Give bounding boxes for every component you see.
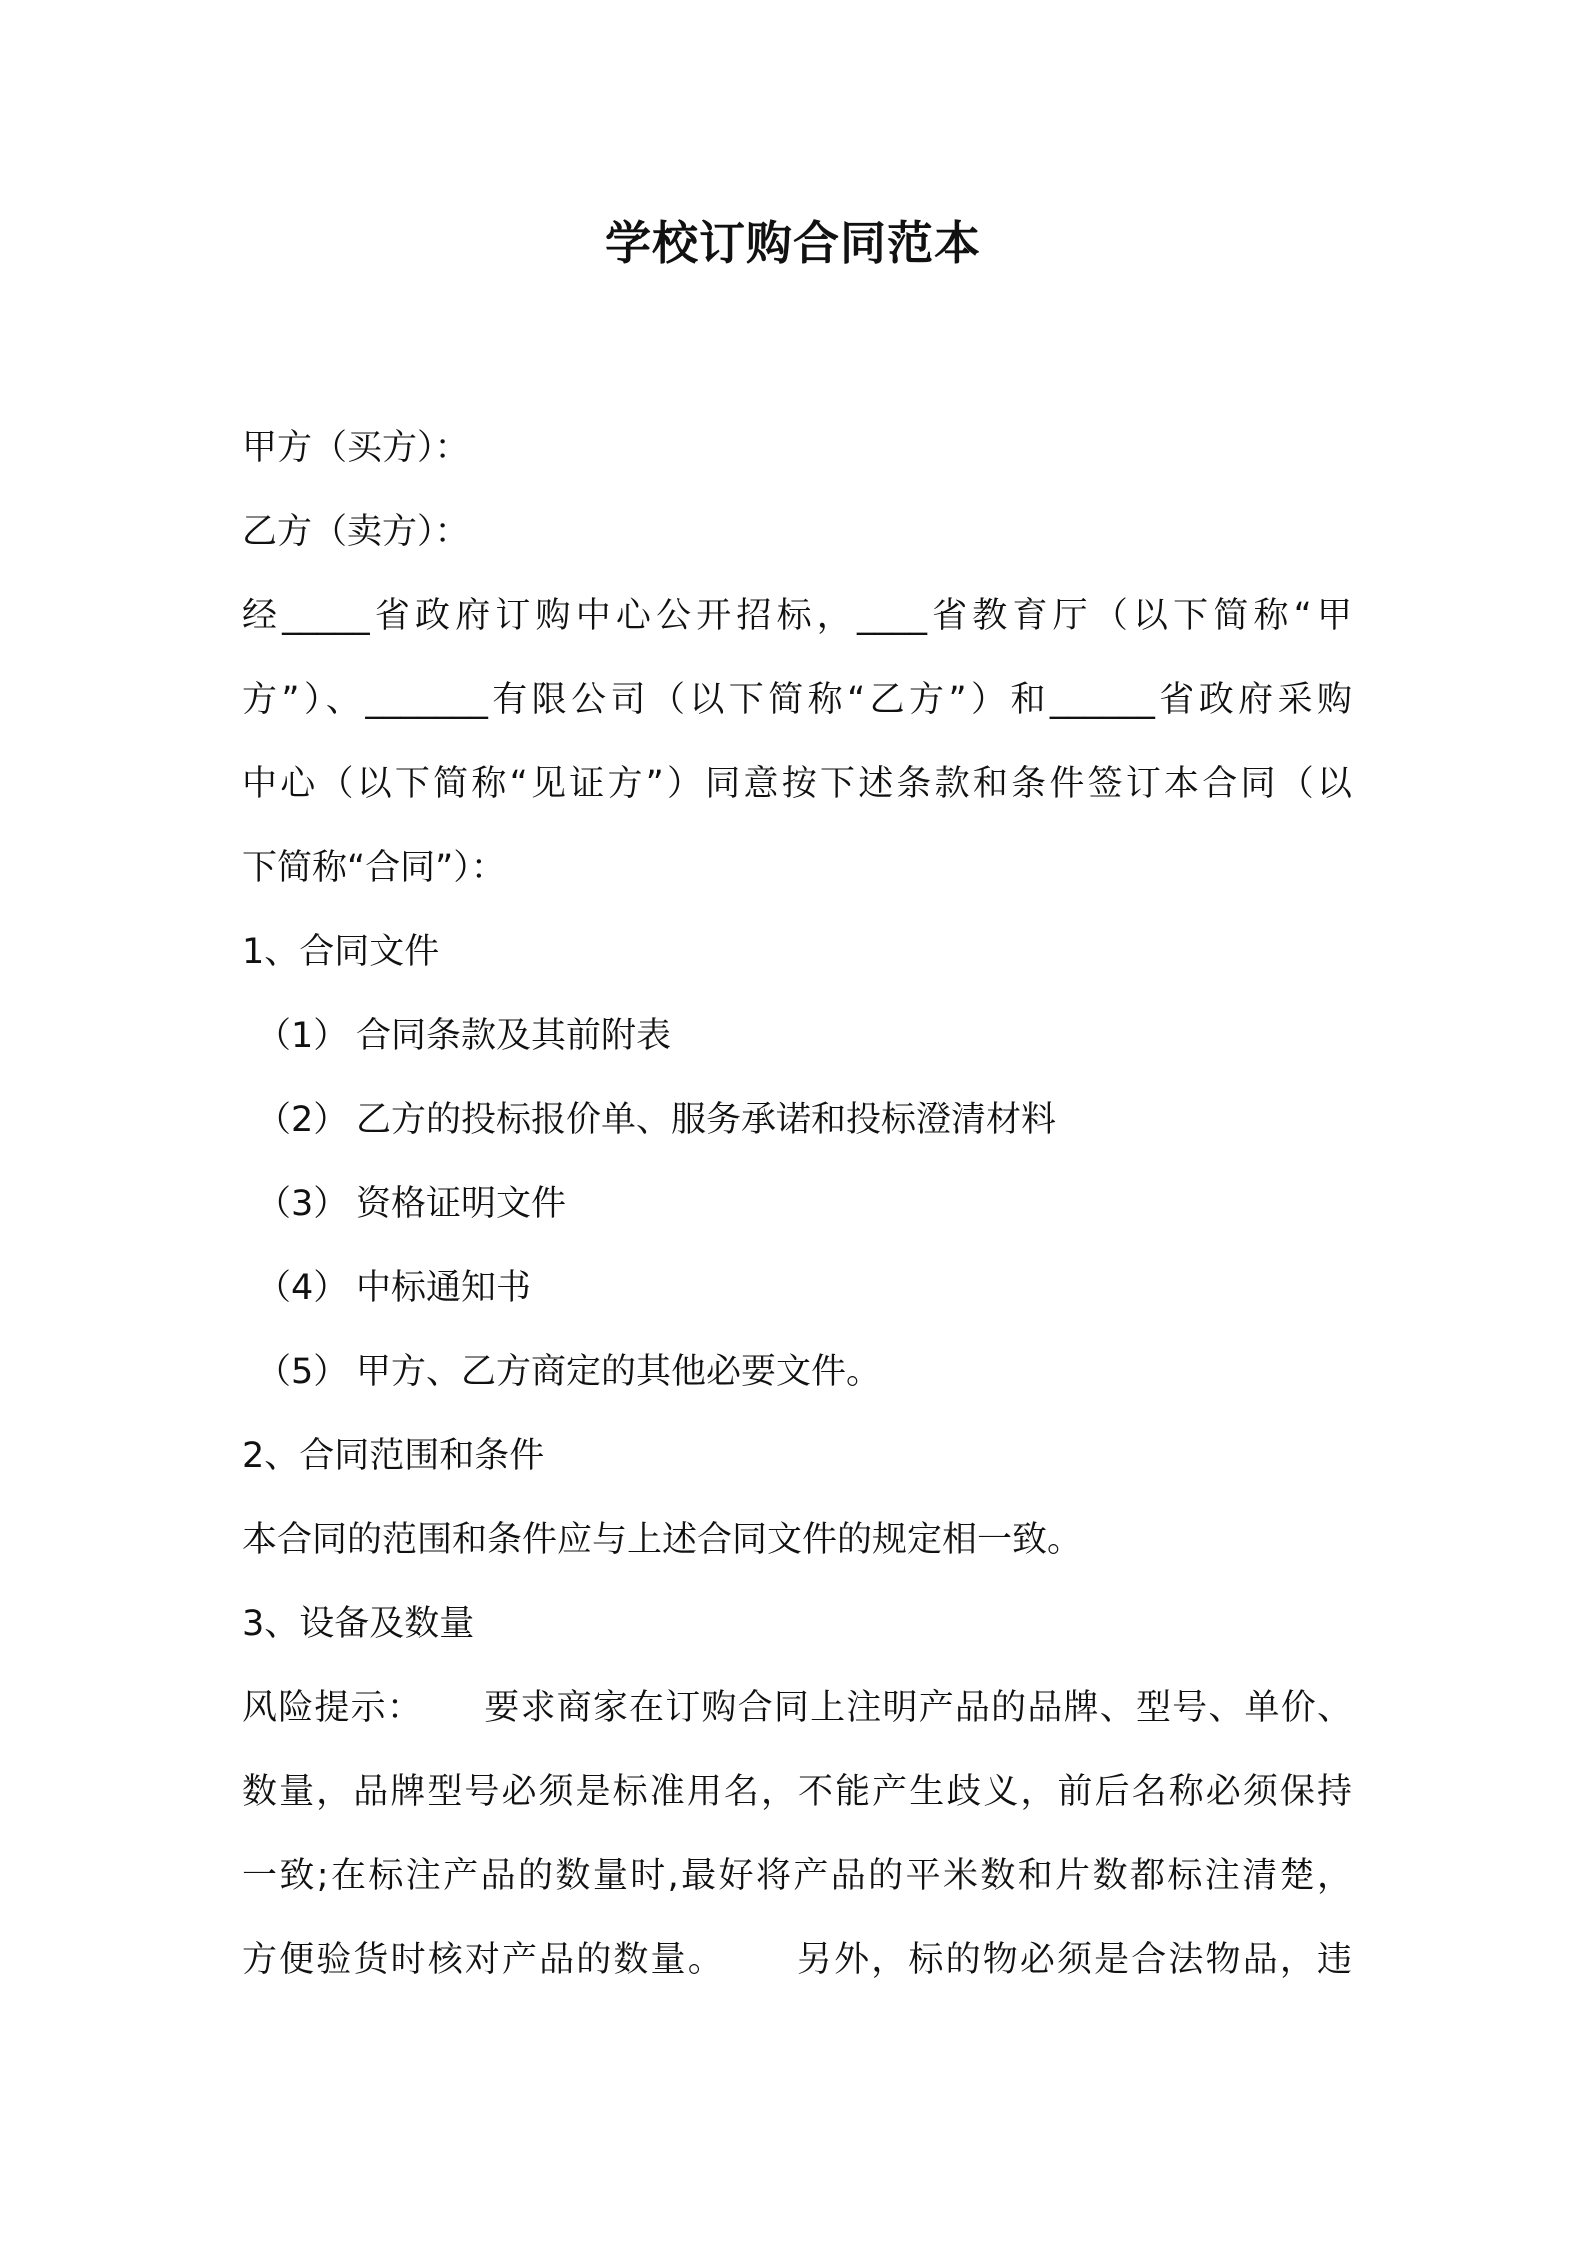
list-item-text: 甲方、乙方商定的其他必要文件。 bbox=[356, 1352, 882, 1392]
risk-line-3: 一致;在标注产品的数量时,最好将产品的平米数和片数都标注清楚， bbox=[242, 1856, 1352, 1896]
section-1-heading: 1、合同文件 bbox=[242, 932, 440, 972]
list-item bbox=[242, 1330, 1352, 1414]
list-item bbox=[242, 1246, 1352, 1330]
list-item-text: 乙方的投标报价单、服务承诺和投标澄清材料 bbox=[356, 1100, 1057, 1140]
list-item bbox=[242, 1078, 1352, 1162]
list-item-number: （1） bbox=[256, 1016, 349, 1056]
intro-line-4: 下简称“合同”）： bbox=[242, 848, 506, 888]
section-2-text: 本合同的范围和条件应与上述合同文件的规定相一致。 bbox=[242, 1520, 1083, 1560]
risk-line-2: 数量，品牌型号必须是标准用名，不能产生歧义，前后名称必须保持 bbox=[242, 1772, 1352, 1812]
list-item-number: （3） bbox=[256, 1184, 349, 1224]
party-b-line: 乙方（卖方）： bbox=[242, 512, 470, 552]
risk-text-4a: 方便验货时核对产品的数量。 bbox=[242, 1940, 725, 1980]
list-item bbox=[242, 994, 1352, 1078]
section-2-heading: 2、合同范围和条件 bbox=[242, 1436, 545, 1476]
list-item bbox=[242, 1162, 1352, 1246]
list-item-number: （4） bbox=[256, 1268, 349, 1308]
risk-line-1 bbox=[242, 1666, 1352, 1750]
list-item-text: 合同条款及其前附表 bbox=[356, 1016, 672, 1056]
intro-line-3: 中心（以下简称“见证方”）同意按下述条款和条件签订本合同（以 bbox=[242, 764, 1352, 804]
list-item-number: （2） bbox=[256, 1100, 349, 1140]
list-item-text: 中标通知书 bbox=[356, 1268, 532, 1308]
section-3-heading: 3、设备及数量 bbox=[242, 1604, 475, 1644]
risk-text-1: 要求商家在订购合同上注明产品的品牌、型号、单价、 bbox=[483, 1688, 1352, 1728]
page-title: 学校订购合同范本 bbox=[605, 216, 981, 270]
intro-line-1: 经_____省政府订购中心公开招标，____省教育厅（以下简称“甲 bbox=[242, 596, 1352, 636]
list-item-number: （5） bbox=[256, 1352, 349, 1392]
contract-body bbox=[242, 406, 1352, 2002]
risk-label: 风险提示： bbox=[242, 1688, 424, 1728]
intro-line-2: 方”）、_______有限公司（以下简称“乙方”）和______省政府采购 bbox=[242, 680, 1352, 720]
list-item-text: 资格证明文件 bbox=[356, 1184, 567, 1224]
risk-text-4b: 另外，标的物必须是合法物品，违 bbox=[794, 1940, 1352, 1980]
party-a-line: 甲方（买方）： bbox=[242, 428, 470, 468]
risk-line-4 bbox=[242, 1918, 1352, 2002]
